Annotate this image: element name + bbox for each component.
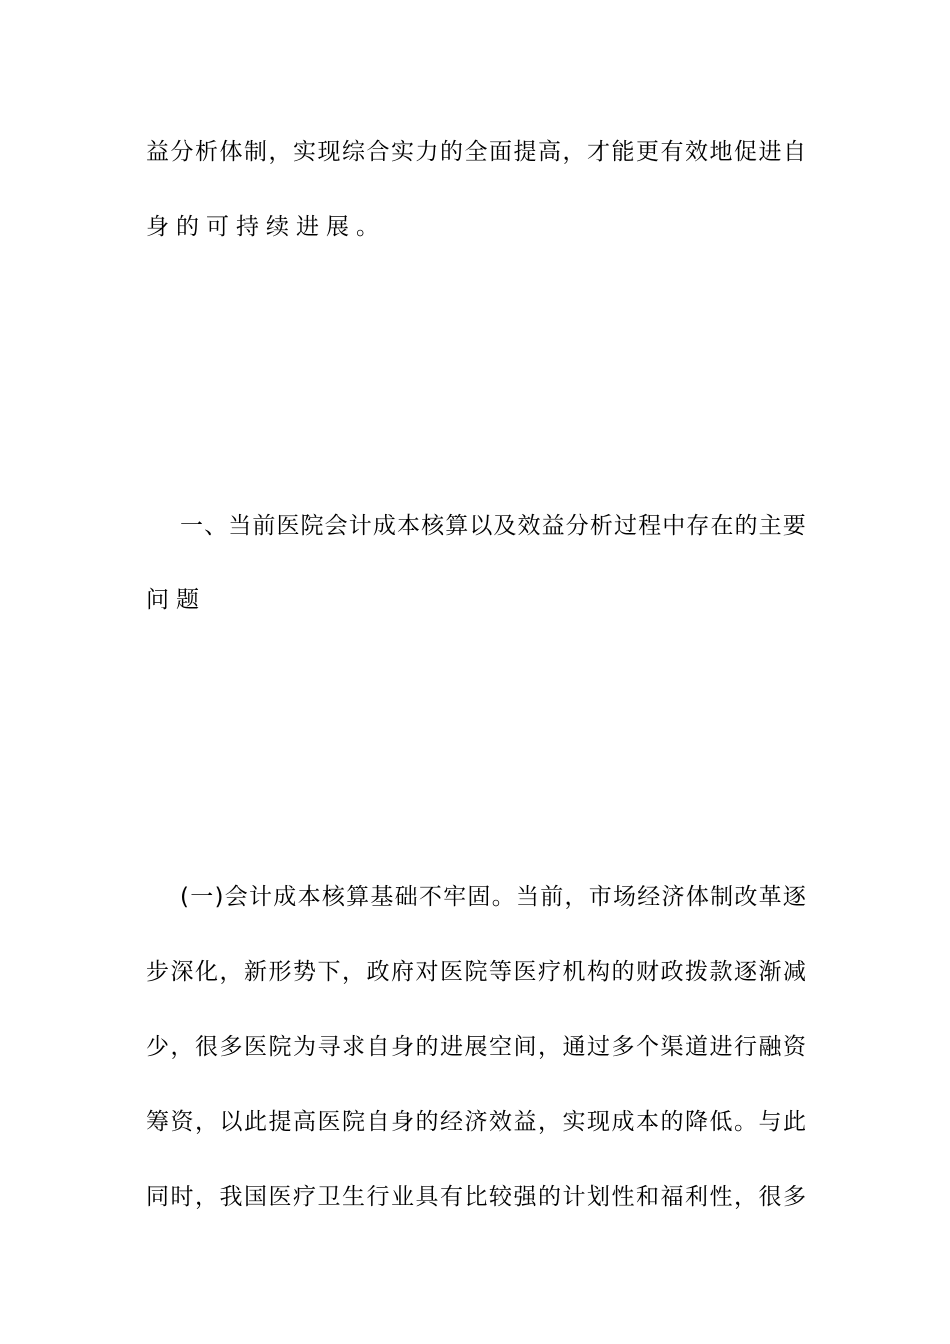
heading-line-2: 问题 bbox=[146, 587, 206, 613]
heading-line-1: 一 、 当 前 医 院 会 计 成 本 核 算 以 及 效 益 分 析 过 程 中 存 在 的 主 要 bbox=[180, 513, 806, 539]
intro-line-2: 身的可持续进展。 bbox=[146, 214, 386, 240]
paragraph-line-1: ( 一 ) 会 计 成 本 核 算 基 础 不 牢 固 。 当 前 ， 市 场 经 济 体 制 改 革 逐 bbox=[180, 884, 806, 910]
paragraph-line-2: 步 深 化 ， 新 形 势 下 ， 政 府 对 医 院 等 医 疗 机 构 的 财 政 拨 款 逐 渐 减 bbox=[146, 959, 806, 985]
intro-line-1: 益 分 析 体 制 ， 实 现 综 合 实 力 的 全 面 提 高 ， 才 能 更 有 效 地 促 进 自 bbox=[146, 139, 806, 165]
paragraph-line-5: 同 时 ， 我 国 医 疗 卫 生 行 业 具 有 比 较 强 的 计 划 性 和 福 利 性 ， 很 多 bbox=[146, 1184, 806, 1210]
paragraph-line-4: 筹 资 ， 以 此 提 高 医 院 自 身 的 经 济 效 益 ， 实 现 成 本 的 降 低 。 与 此 bbox=[146, 1109, 806, 1135]
paragraph-line-3: 少 ， 很 多 医 院 为 寻 求 自 身 的 进 展 空 间 ， 通 过 多 个 渠 道 进 行 融 资 bbox=[146, 1034, 806, 1060]
